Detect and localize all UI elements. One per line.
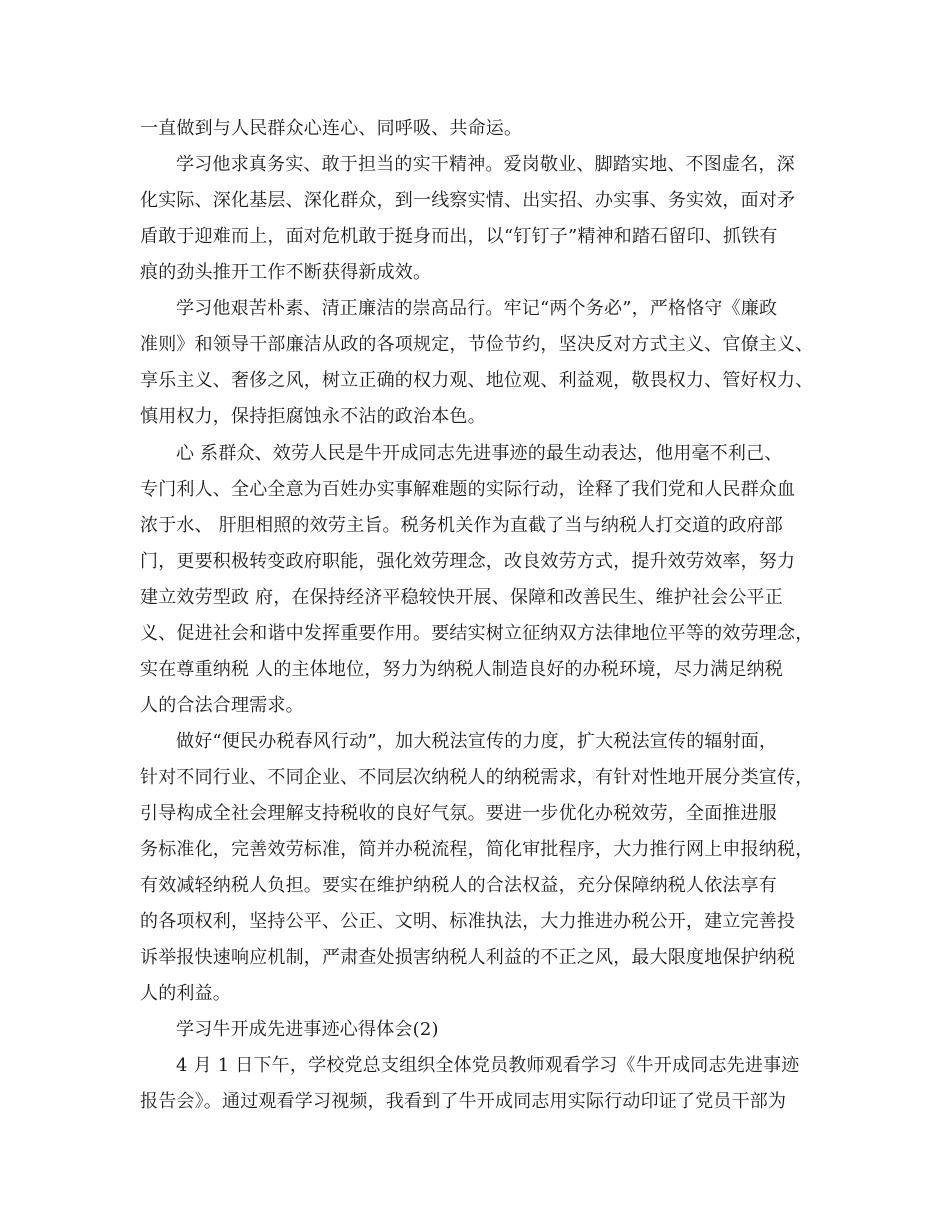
text-line: 浓于水、 肝胆相照的效劳主旨。税务机关作为直截了当与纳税人打交道的政府部 xyxy=(140,515,783,536)
text-line: 心 系群众、效劳人民是牛开成同志先进事迹的最生动表达，他用毫不利己、 xyxy=(176,443,783,464)
text-line: 的各项权利，坚持公平、公正、文明、标准执法，大力推进办税公开，建立完善投 xyxy=(140,911,796,932)
text-line: 针对不同行业、不同企业、不同层次纳税人的纳税需求，有针对性地开展分类宣传， xyxy=(140,767,814,788)
text-line: 人的合法合理需求。 xyxy=(140,695,304,716)
text-line: 报告会》。通过观看学习视频，我看到了牛开成同志用实际行动印证了党员干部为 xyxy=(140,1091,787,1112)
text-line: 义、促进社会和谐中发挥重要作用。要结实树立征纳双方法律地位平等的效劳理念， xyxy=(140,623,814,644)
text-line: 盾敢于迎难而上，面对危机敢于挺身而出，以“钉钉子”精神和踏石留印、抓铁有 xyxy=(140,226,778,247)
text-line: 痕的劲头推开工作不断获得新成效。 xyxy=(140,262,432,283)
text-line: 建立效劳型政 府，在保持经济平稳较快开展、保障和改善民生、维护社会公平正 xyxy=(140,587,783,608)
text-line: 有效减轻纳税人负担。要实在维护纳税人的合法权益，充分保障纳税人依法享有 xyxy=(140,875,777,896)
text-line: 享乐主义、奢侈之风，树立正确的权力观、地位观、利益观，敬畏权力、管好权力、 xyxy=(140,370,814,391)
text-line: 务标准化，完善效劳标准，简并办税流程，简化审批程序，大力推行网上申报纳税， xyxy=(140,839,814,860)
text-line: 准则》和领导干部廉洁从政的各项规定，节俭节约，坚决反对方式主义、官僚主义、 xyxy=(140,334,814,355)
text-line: 做好“便民办税春风行动”，加大税法宣传的力度，扩大税法宣传的辐射面， xyxy=(176,731,778,752)
text-line: 一直做到与人民群众心连心、同呼吸、共命运。 xyxy=(140,118,523,139)
text-line: 人的利益。 xyxy=(140,983,231,1004)
text-line: 化实际、深化基层、深化群众，到一线察实情、出实招、办实事、务实效，面对矛 xyxy=(140,190,796,211)
text-line: 实在尊重纳税 人的主体地位，努力为纳税人制造良好的办税环境，尽力满足纳税 xyxy=(140,659,783,680)
text-line: 学习他求真务实、敢于担当的实干精神。爱岗敬业、脚踏实地、不图虚名，深 xyxy=(176,154,795,175)
section-heading: 学习牛开成先进事迹心得体会(2) xyxy=(176,1019,439,1040)
text-line: 4 月 1 日下午，学校党总支组织全体党员教师观看学习《牛开成同志先进事迹 xyxy=(176,1055,800,1076)
text-line: 专门利人、全心全意为百姓办实事解难题的实际行动，诠释了我们党和人民群众血 xyxy=(140,479,796,500)
text-line: 门，更要积极转变政府职能，强化效劳理念，改良效劳方式，提升效劳效率，努力 xyxy=(140,551,796,572)
text-line: 诉举报快速响应机制，严肃查处损害纳税人利益的不正之风，最大限度地保护纳税 xyxy=(140,947,796,968)
text-line: 学习他艰苦朴素、清正廉洁的崇高品行。牢记“两个务必”，严格恪守《廉政 xyxy=(176,298,778,319)
text-line: 慎用权力，保持拒腐蚀永不沾的政治本色。 xyxy=(140,406,486,427)
text-line: 引导构成全社会理解支持税收的良好气氛。要进一步优化办税效劳，全面推进服 xyxy=(140,803,777,824)
